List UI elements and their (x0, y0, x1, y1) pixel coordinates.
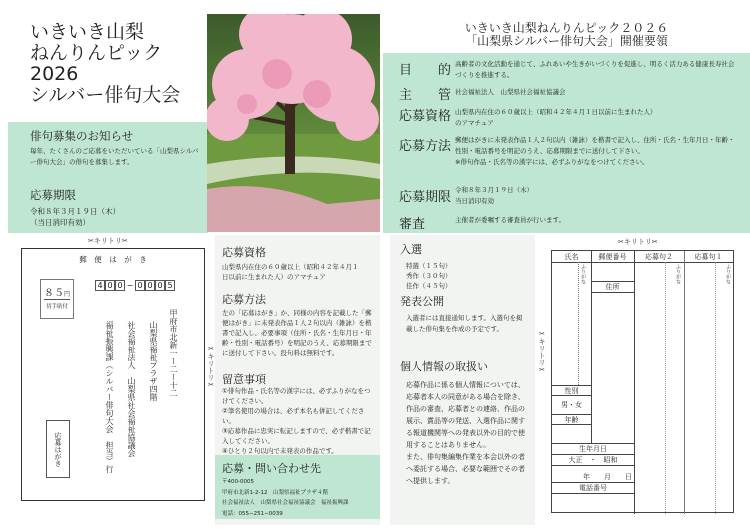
postal-digit: 0 (155, 280, 165, 291)
deadline-note: （当日消印有効） (30, 218, 90, 227)
form-postal-label: 郵便番号 (598, 253, 627, 261)
guide-box (383, 53, 750, 233)
guide-title (383, 22, 750, 48)
postcard (21, 248, 205, 501)
row-label: 審査 (399, 217, 426, 232)
guide-title-line1: いきいき山梨ねんりんピック２０２６ (464, 21, 669, 35)
row-text: 社会福祉法人 山梨県社会福祉協議会 (455, 88, 566, 96)
selection-panel (390, 235, 535, 525)
deadline-date-text: 令和８年３月１９日（木） (30, 207, 120, 216)
form-age-label: 年齢 (564, 416, 579, 424)
furigana-label: ふりがな (675, 264, 681, 284)
notice-text: 毎年、たくさんのご応募をいただいている「山梨県シルバー俳句大会」の俳句を募集します。 (30, 147, 199, 166)
stamp-box (40, 279, 74, 319)
qual-heading: 応募資格 (222, 246, 266, 259)
address-line: 山梨県福祉プラザ四階 (149, 321, 158, 401)
page-title (30, 22, 180, 106)
address-line: 社会福祉法人 山梨県社会福祉協議会 (127, 321, 136, 457)
stamp-unit: 円 (64, 291, 71, 298)
contact-line: 電話：055−251−0039 (222, 510, 283, 517)
gender-options[interactable]: 男・女 (561, 401, 582, 409)
furigana-label: ふりがな (725, 264, 731, 284)
card-label: 応募はがき (46, 420, 70, 478)
announce-text: 入選者には直接通知します。入選句を掲載した俳句集を作成の予定です。 (406, 314, 523, 333)
notice-heading: 俳句募集のお知らせ (30, 129, 134, 143)
row-label: 応募期限 (399, 190, 452, 205)
note-item: ③応募作品に忠実に転記しますので、必ず楷書で記入してください。 (222, 427, 371, 445)
title-line: いきいき山梨 (30, 21, 145, 43)
address-line: 甲府市北新一ー二ー十二 (169, 309, 178, 397)
privacy-text-extra: また、俳句集編集作業を本会以外の者へ委託する場合、必要な範囲でその者へ提供します。 (406, 453, 525, 485)
contact-line: 社会福祉法人 山梨県社会福祉協議会 福祉振興課 (222, 500, 349, 506)
privacy-text-main: 応募作品に係る個人情報については、応募者本人の同意がある場合を除き、作品の審査、応募者との連絡、作品の展示、賞品等の発送、入選作品に関する報道機関等への発表以外の目的で使用することはありません。 (406, 381, 525, 449)
note-item: ①俳句作品・氏名等の漢字には、必ずふりがなをつけてください。 (222, 387, 371, 405)
form-name-label: 氏名 (564, 253, 579, 261)
row-text: 山梨県内在住の６０歳以上（昭和４２年４月１日以前に生まれた人）のアマチュア (455, 108, 654, 127)
title-line: ねんりんピック (30, 42, 163, 64)
cut-line-label: ✂キリトリ✂ (618, 238, 658, 246)
contact-lines (222, 477, 380, 519)
furigana-label: ふりがな (580, 264, 586, 284)
stamp-note: 切手貼付 (45, 304, 68, 310)
cut-line-label: ✂キリトリ✂ (207, 345, 215, 389)
cut-line-label: ✂キリトリ✂ (88, 237, 128, 245)
stamp-price (44, 284, 70, 300)
form-poem2-label: 応募句２ (645, 253, 673, 261)
form-birth-label: 生年月日 (579, 445, 607, 453)
award-item: 秀作（３０句） (406, 272, 452, 280)
row-text-main: 令和８年３月１９日（木） (455, 186, 533, 194)
row-note: 当日消印有効 (455, 197, 494, 205)
form-gender-label: 性別 (564, 387, 579, 395)
privacy-text (406, 379, 528, 487)
title-line: 2026 (30, 63, 79, 85)
guide-title-line2: 「山梨県シルバー俳句大会」開催要領 (465, 34, 668, 48)
entry-form (551, 250, 734, 513)
postal-dash: − (126, 281, 134, 290)
postal-digit: 0 (135, 280, 145, 291)
address-line: 福祉振興課（シルバー俳句大会 担当）行 (105, 321, 114, 473)
notes-list (222, 386, 372, 456)
notes-heading: 留意事項 (222, 373, 266, 386)
row-text (455, 185, 740, 207)
method-heading: 応募方法 (222, 293, 266, 306)
row-text: 高齢者の文化活動を通じて、ふれあいや生きがいづくりを促進し、明るく活力ある健康長寿社会づくりを推進する。 (455, 60, 735, 79)
deadline-date (30, 206, 120, 228)
postal-digit: 4 (95, 280, 105, 291)
note-item: ②筆名使用の場合は、必ず本名も併記してください。 (222, 407, 365, 425)
stamp-price-value: ８５ (44, 288, 64, 299)
form-phone-label: 電話番号 (579, 484, 607, 492)
row-label: 目 的 (399, 63, 452, 78)
award-list (406, 261, 452, 291)
contact-line: 甲府市北新1-2-12 山梨県福祉プラザ４階 (222, 489, 328, 496)
title-line: シルバー俳句大会 (30, 84, 181, 106)
row-text-main: 郵便はがきに未発表作品１人２句以内（雑詠）を楷書で記入し、住所・氏名・生年月日・年齢・性別・電話番号を明記のうえ、応募期限までに送付して下さい。 (455, 136, 735, 155)
form-era[interactable]: 大正 ・ 昭和 (568, 456, 618, 464)
row-label: 応募方法 (399, 139, 452, 154)
method-text: 左の「応募はがき」か、同様の内容を記載した「郵便はがき」に未発表作品１人２句以内（雑詠）を楷書で記入し、必要事項（住所・氏名・生年月日・年齢・性別・電話番号）を明記のうえ、応募期限までに送付して下さい。投句料は無料です。 (222, 309, 372, 357)
row-text: 主催者が委嘱する審査員が行います。 (455, 216, 565, 224)
row-label: 主 管 (399, 88, 452, 103)
cherry-tree-photo (207, 14, 380, 232)
cut-line-label: ✂キリトリ✂ (538, 330, 546, 374)
postal-code-boxes (95, 280, 175, 291)
form-address-label: 住所 (605, 283, 620, 291)
announce-heading: 発表公開 (400, 295, 444, 308)
notice-box (8, 122, 208, 233)
privacy-heading: 個人情報の取扱い (400, 360, 488, 373)
award-item: 佳作（４５句） (406, 282, 452, 290)
contact-line: 〒400-0005 (222, 479, 254, 485)
postal-digit: 0 (115, 280, 125, 291)
row-label: 応募資格 (399, 109, 452, 124)
qual-text: 山梨県内在住の６０歳以上（昭和４２年４月１日以前に生まれた人）のアマチュア (222, 263, 359, 281)
contact-heading: 応募・問い合わせ先 (222, 462, 321, 475)
selection-heading: 入選 (400, 243, 422, 256)
form-poem1-label: 応募句１ (694, 253, 723, 261)
postal-digit: 0 (145, 280, 155, 291)
note-item: ④ひとり２句以内で未発表の作品です。 (222, 447, 338, 455)
info-panel (215, 235, 380, 525)
postal-digit: 5 (165, 280, 175, 291)
row-text (455, 135, 740, 168)
award-item: 特選（１５句） (406, 262, 452, 270)
deadline-heading: 応募期限 (30, 188, 76, 202)
postcard-header: 郵 便 は が き (79, 255, 147, 264)
form-ymd: 年 月 日 (583, 473, 632, 481)
row-note: ※俳句作品・氏名等の漢字には、必ずふりがなをつけてください。 (455, 158, 649, 166)
postal-digit: 0 (105, 280, 115, 291)
contact-box (215, 455, 380, 519)
